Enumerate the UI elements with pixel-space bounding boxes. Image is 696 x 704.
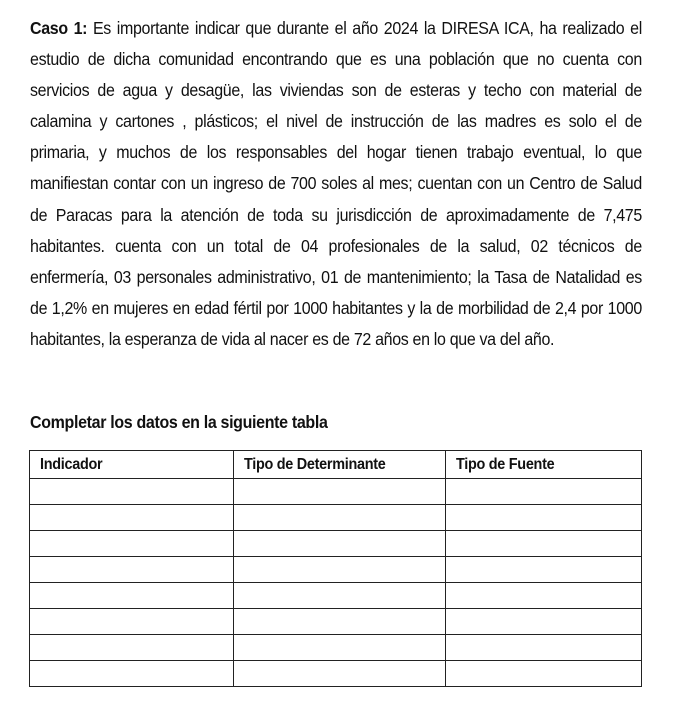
- table-cell[interactable]: [30, 609, 234, 635]
- table-row: [30, 557, 642, 583]
- table-header-row: [30, 451, 642, 479]
- table-cell[interactable]: [446, 609, 642, 635]
- column-header-tipo-determinante: Tipo de Determinante: [234, 451, 446, 479]
- table-cell[interactable]: [30, 635, 234, 661]
- table-row: [30, 583, 642, 609]
- table-cell[interactable]: [234, 479, 446, 505]
- table-cell[interactable]: [234, 635, 446, 661]
- table-cell[interactable]: [446, 531, 642, 557]
- table-row: [30, 635, 642, 661]
- case-label: Caso 1:: [30, 18, 88, 38]
- table-cell[interactable]: [446, 635, 642, 661]
- case-body-text: Es importante indicar que durante el año 2024 la DIRESA ICA, ha realizado el estudio de dicha comunidad encontrando que es una población que no cuenta con servicios de agua y desagüe, las viviendas son de esteras y techo con material de calamina y cartones , plásticos; el nivel de instrucción de las madres es solo el de primaria, y muchos de los responsables del hogar tienen trabajo eventual, lo que manifiestan contar con un ingreso de 700 soles al mes; cuentan con un Centro de Salud de Paracas para la atención de toda su jurisdicción de aproximadamente de 7,475 habitantes. cuenta con un total de 04 profesionales de la salud, 02 técnicos de enfermería, 03 personales administrativo, 01 de mantenimiento; la Tasa de Natalidad es de 1,2% en mujeres en edad fértil por 1000 habitantes y la de morbilidad de 2,4 por 1000 habitantes, la esperanza de vida al nacer es de 72 años en lo que va del año.: [30, 18, 642, 349]
- table-cell[interactable]: [234, 661, 446, 687]
- table-cell[interactable]: [30, 661, 234, 687]
- table-cell[interactable]: [234, 531, 446, 557]
- table-cell[interactable]: [30, 505, 234, 531]
- table-cell[interactable]: [446, 583, 642, 609]
- table-cell[interactable]: [30, 531, 234, 557]
- case-paragraph: [30, 13, 642, 355]
- column-header-indicador: Indicador: [30, 451, 234, 479]
- table-cell[interactable]: [446, 479, 642, 505]
- table-cell[interactable]: [234, 557, 446, 583]
- table-row: [30, 609, 642, 635]
- table-cell[interactable]: [30, 583, 234, 609]
- table-row: [30, 505, 642, 531]
- data-table: [29, 450, 642, 687]
- table-cell[interactable]: [446, 557, 642, 583]
- table-cell[interactable]: [446, 505, 642, 531]
- table-instruction: Completar los datos en la siguiente tabla: [30, 412, 328, 432]
- table-row: [30, 479, 642, 505]
- table-cell[interactable]: [234, 583, 446, 609]
- table-cell[interactable]: [234, 609, 446, 635]
- table-cell[interactable]: [234, 505, 446, 531]
- column-header-tipo-fuente: Tipo de Fuente: [446, 451, 642, 479]
- table-cell[interactable]: [446, 661, 642, 687]
- table-row: [30, 661, 642, 687]
- table-row: [30, 531, 642, 557]
- table-cell[interactable]: [30, 479, 234, 505]
- table-cell[interactable]: [30, 557, 234, 583]
